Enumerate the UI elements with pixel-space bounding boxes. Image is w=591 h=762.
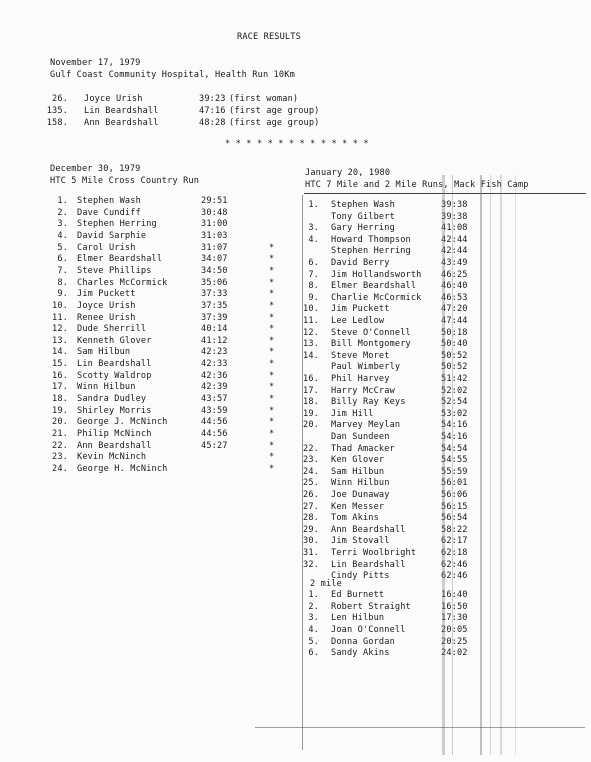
- result-place: 7.: [57, 265, 68, 276]
- result-time: 34:07: [201, 254, 228, 265]
- result-name: Jim Puckett: [77, 289, 136, 300]
- result-name: Ed Burnett: [331, 590, 385, 600]
- result-name: Lin Beardshall: [84, 106, 159, 117]
- result-name: Ann Beardshall: [331, 524, 406, 535]
- result-name: Scotty Waldrop: [77, 370, 152, 381]
- result-time: 43:57: [201, 394, 228, 405]
- result-row: [50, 288, 275, 300]
- result-place: 4.: [308, 234, 319, 245]
- result-place: 11.: [303, 316, 319, 326]
- result-mark: *: [269, 289, 275, 300]
- result-name: Winn Hilbun: [331, 478, 390, 489]
- result-row: [50, 253, 275, 265]
- result-row: [303, 466, 468, 478]
- result-row: [303, 303, 468, 315]
- result-place: 29.: [303, 524, 319, 535]
- result-row: [50, 277, 275, 289]
- result-row: [50, 218, 228, 230]
- scan-streak: [452, 175, 453, 755]
- result-name: Sam Hilbun: [331, 466, 385, 477]
- result-time: 39:38: [441, 211, 468, 222]
- result-place: 1.: [308, 200, 319, 210]
- result-row: [50, 346, 275, 358]
- result-time: 58:22: [441, 524, 468, 535]
- result-name: Billy Ray Keys: [331, 397, 406, 408]
- result-row: [50, 207, 228, 219]
- result-time: 62:46: [441, 571, 468, 582]
- result-time: 42:36: [201, 370, 228, 381]
- result-row: [303, 535, 468, 547]
- scan-streak: [480, 175, 482, 755]
- result-row: [50, 440, 275, 452]
- result-row: [305, 211, 468, 223]
- result-name: Sam Hilbun: [77, 347, 131, 358]
- result-place: 22.: [52, 440, 68, 451]
- result-place: 4.: [308, 624, 319, 635]
- result-time: 31:03: [201, 230, 228, 241]
- result-time: 52:54: [441, 397, 468, 408]
- result-row: [50, 358, 275, 370]
- result-row: [305, 431, 468, 443]
- result-time: 56:01: [441, 478, 468, 489]
- result-row: [305, 222, 468, 234]
- result-name: Winn Hilbun: [77, 382, 136, 393]
- result-row: [50, 335, 275, 347]
- result-mark: *: [269, 394, 275, 405]
- result-time: 39:38: [441, 200, 468, 210]
- result-row: [305, 257, 468, 269]
- result-mark: *: [269, 335, 275, 346]
- result-place: 5.: [308, 636, 319, 647]
- result-mark: *: [269, 254, 275, 265]
- result-name: Dave Cundiff: [77, 207, 141, 218]
- result-time: 47:16: [199, 106, 226, 117]
- result-time: 45:27: [201, 440, 228, 451]
- result-time: 50:18: [441, 327, 468, 338]
- result-time: 55:59: [441, 466, 468, 477]
- result-name: Donna Gordan: [331, 636, 395, 647]
- result-time: 54:16: [441, 420, 468, 431]
- result-row: [50, 381, 275, 393]
- result-time: 39:23: [199, 94, 226, 104]
- result-place: 158.: [46, 118, 68, 129]
- result-place: 19.: [52, 405, 68, 416]
- result-time: 52:02: [441, 385, 468, 396]
- result-time: 42:39: [201, 382, 228, 393]
- result-time: 44:56: [201, 417, 228, 428]
- result-name: Len Hilbun: [331, 613, 385, 624]
- scan-streak: [515, 175, 516, 755]
- result-place: 14.: [303, 350, 319, 361]
- result-name: Jim Puckett: [331, 304, 390, 315]
- result-row: [305, 624, 468, 636]
- result-place: 21.: [52, 429, 68, 439]
- bottom-scan-line: [255, 727, 585, 728]
- race3-name: HTC 7 Mile and 2 Mile Runs, Mack Fish Camp: [305, 180, 529, 190]
- result-row: [305, 234, 468, 246]
- left-margin-line: [302, 195, 303, 750]
- result-name: Joyce Urish: [84, 94, 143, 104]
- result-row: [303, 338, 468, 350]
- result-place: 3.: [308, 223, 319, 234]
- result-time: 17:30: [441, 613, 468, 624]
- result-note: (first age group): [229, 106, 320, 117]
- result-name: Jim Hollandsworth: [331, 269, 422, 280]
- result-place: 30.: [303, 536, 319, 547]
- result-row: [305, 570, 468, 582]
- result-name: Lee Ledlow: [331, 316, 385, 326]
- result-time: 20:25: [441, 636, 468, 647]
- result-row: [305, 245, 468, 257]
- result-name: Sandy Akins: [331, 648, 390, 659]
- result-name: Lin Beardshall: [77, 359, 152, 370]
- result-time: 42:44: [441, 234, 468, 245]
- result-row: [303, 327, 468, 339]
- result-place: 4.: [57, 230, 68, 241]
- result-time: 30:48: [201, 207, 228, 218]
- result-place: 23.: [52, 452, 68, 463]
- result-name: Renee Urish: [77, 312, 136, 323]
- result-place: 18.: [303, 397, 319, 408]
- result-mark: *: [269, 324, 275, 335]
- result-name: Tom Akins: [331, 513, 379, 524]
- result-name: Steve Phillips: [77, 265, 152, 276]
- result-row: [303, 489, 468, 501]
- result-place: 24.: [303, 466, 319, 477]
- result-name: Cindy Pitts: [331, 571, 390, 582]
- result-note: (first woman): [229, 94, 299, 104]
- result-time: 54:16: [441, 432, 468, 442]
- result-place: 13.: [303, 339, 319, 350]
- result-name: Dan Sundeen: [331, 432, 390, 442]
- result-mark: *: [269, 417, 275, 428]
- result-row: [50, 416, 275, 428]
- result-place: 17.: [52, 382, 68, 393]
- result-place: 2.: [308, 601, 319, 612]
- result-row: [305, 647, 468, 659]
- result-time: 20:05: [441, 624, 468, 635]
- result-name: Howard Thompson: [331, 234, 411, 245]
- result-place: 16.: [52, 370, 68, 381]
- result-place: 3.: [57, 219, 68, 230]
- result-place: 1.: [57, 196, 68, 206]
- result-place: 8.: [57, 277, 68, 288]
- result-time: 29:51: [201, 196, 228, 206]
- result-place: 20.: [52, 417, 68, 428]
- result-row: [46, 117, 320, 129]
- result-mark: *: [269, 452, 275, 463]
- result-row: [50, 265, 275, 277]
- result-mark: *: [269, 300, 275, 311]
- result-time: 48:28: [199, 118, 226, 129]
- result-row: [50, 195, 228, 207]
- result-time: 56:54: [441, 513, 468, 524]
- result-name: Bill Montgomery: [331, 339, 411, 350]
- result-time: 50:52: [441, 350, 468, 361]
- result-name: Carol Urish: [77, 242, 136, 253]
- result-row: [46, 105, 320, 117]
- result-place: 25.: [303, 478, 319, 489]
- result-row: [303, 454, 468, 466]
- result-name: Stephen Herring: [77, 219, 157, 230]
- result-row: [50, 323, 275, 335]
- result-time: 47:44: [441, 316, 468, 326]
- scan-streak: [442, 175, 445, 755]
- result-row: [305, 280, 468, 292]
- result-row: [50, 428, 275, 440]
- result-place: 135.: [46, 106, 68, 117]
- result-row: [303, 512, 468, 524]
- result-mark: *: [269, 265, 275, 276]
- result-time: 37:39: [201, 312, 228, 323]
- result-name: Jim Stovall: [331, 536, 390, 547]
- result-name: Jim Hill: [331, 408, 374, 419]
- result-place: 14.: [52, 347, 68, 358]
- result-place: 11.: [52, 312, 68, 323]
- result-time: 35:06: [201, 277, 228, 288]
- result-place: 6.: [57, 254, 68, 265]
- result-row: [303, 547, 468, 559]
- result-row: [303, 396, 468, 408]
- result-row: [303, 501, 468, 513]
- result-row: [303, 315, 468, 327]
- result-mark: *: [269, 463, 275, 474]
- result-name: Harry McCraw: [331, 385, 395, 396]
- result-row: [303, 373, 468, 385]
- result-name: Elmer Beardshall: [77, 254, 163, 265]
- result-mark: *: [269, 347, 275, 358]
- result-place: 17.: [303, 385, 319, 396]
- result-name: Gary Herring: [331, 223, 395, 234]
- result-row: [303, 559, 468, 571]
- result-name: Stephen Herring: [331, 246, 411, 257]
- result-row: [303, 443, 468, 455]
- result-time: 50:40: [441, 339, 468, 350]
- result-row: [50, 451, 275, 463]
- result-time: 51:42: [441, 374, 468, 384]
- result-place: 9.: [57, 289, 68, 300]
- result-place: 8.: [308, 281, 319, 292]
- result-place: 9.: [308, 292, 319, 303]
- result-time: 37:35: [201, 300, 228, 311]
- result-place: 31.: [303, 548, 319, 558]
- result-name: Joe Dunaway: [331, 490, 390, 500]
- result-time: 53:02: [441, 408, 468, 419]
- result-mark: *: [269, 440, 275, 451]
- result-name: Thad Amacker: [331, 443, 395, 454]
- result-row: [50, 300, 275, 312]
- result-name: Ken Messer: [331, 501, 385, 512]
- result-row: [305, 601, 468, 613]
- result-time: 44:56: [201, 429, 228, 439]
- result-row: [303, 419, 468, 431]
- result-name: Paul Wimberly: [331, 362, 401, 373]
- result-name: Dude Sherrill: [77, 324, 147, 335]
- result-name: Ann Beardshall: [84, 118, 159, 129]
- two-mile-heading: 2 mile: [310, 579, 342, 589]
- result-time: 62:17: [441, 536, 468, 547]
- result-name: Lin Beardshall: [331, 559, 406, 570]
- separator-stars: * * * * * * * * * * * * * *: [225, 139, 369, 149]
- result-place: 10.: [303, 304, 319, 315]
- result-name: George J. McNinch: [77, 417, 168, 428]
- result-time: 34:50: [201, 265, 228, 276]
- result-mark: *: [269, 312, 275, 323]
- result-name: Marvey Meylan: [331, 420, 401, 431]
- result-time: 42:23: [201, 347, 228, 358]
- result-name: Kevin McNinch: [77, 452, 147, 463]
- result-place: 18.: [52, 394, 68, 405]
- result-name: David Sarphie: [77, 230, 147, 241]
- result-place: 32.: [303, 559, 319, 570]
- result-place: 16.: [303, 374, 319, 384]
- result-row: [303, 350, 468, 362]
- result-mark: *: [269, 370, 275, 381]
- result-time: 46:40: [441, 281, 468, 292]
- result-place: 13.: [52, 335, 68, 346]
- result-mark: *: [269, 382, 275, 393]
- race3-date: January 20, 1980: [305, 168, 391, 178]
- result-place: 22.: [303, 443, 319, 454]
- result-row: [305, 612, 468, 624]
- result-row: [305, 636, 468, 648]
- result-name: Stephen Wash: [331, 200, 395, 210]
- result-note: (first age group): [229, 118, 320, 129]
- result-row: [303, 477, 468, 489]
- result-place: 26.: [52, 94, 68, 104]
- result-place: 12.: [303, 327, 319, 338]
- result-name: Steve Moret: [331, 350, 390, 361]
- race3-underline: [304, 193, 586, 194]
- result-time: 16:50: [441, 601, 468, 612]
- result-row: [305, 589, 468, 601]
- result-time: 56:15: [441, 501, 468, 512]
- page-title: RACE RESULTS: [237, 32, 301, 42]
- race1-date: November 17, 1979: [50, 58, 141, 68]
- result-row: [50, 230, 228, 242]
- result-name: Steve O'Connell: [331, 327, 411, 338]
- result-time: 41:12: [201, 335, 228, 346]
- result-place: 20.: [303, 420, 319, 431]
- result-name: Kenneth Glover: [77, 335, 152, 346]
- result-time: 37:33: [201, 289, 228, 300]
- result-place: 1.: [308, 590, 319, 600]
- scan-streak: [490, 175, 491, 755]
- result-row: [50, 93, 299, 105]
- result-time: 47:20: [441, 304, 468, 315]
- result-row: [50, 242, 275, 254]
- result-name: Sandra Dudley: [77, 394, 147, 405]
- result-time: 31:00: [201, 219, 228, 230]
- result-time: 41:08: [441, 223, 468, 234]
- result-mark: *: [269, 359, 275, 370]
- result-time: 54:55: [441, 455, 468, 466]
- result-name: Elmer Beardshall: [331, 281, 417, 292]
- result-place: 24.: [52, 463, 68, 474]
- result-row: [50, 405, 275, 417]
- result-name: David Berry: [331, 258, 390, 268]
- result-place: 6.: [308, 258, 319, 268]
- result-name: Joan O'Connell: [331, 624, 406, 635]
- result-time: 24:02: [441, 648, 468, 659]
- result-name: George H. McNinch: [77, 463, 168, 474]
- result-place: 2.: [57, 207, 68, 218]
- result-place: 10.: [52, 300, 68, 311]
- result-time: 43:59: [201, 405, 228, 416]
- result-time: 46:25: [441, 269, 468, 280]
- result-place: 12.: [52, 324, 68, 335]
- result-name: Stephen Wash: [77, 196, 141, 206]
- result-time: 46:53: [441, 292, 468, 303]
- result-time: 62:46: [441, 559, 468, 570]
- race2-date: December 30, 1979: [50, 164, 141, 174]
- result-time: 43:49: [441, 258, 468, 268]
- result-time: 31:07: [201, 242, 228, 253]
- result-row: [305, 199, 468, 211]
- result-row: [305, 269, 468, 281]
- result-name: Phil Harvey: [331, 374, 390, 384]
- race1-name: Gulf Coast Community Hospital, Health Run 10Km: [50, 70, 295, 80]
- result-name: Ken Glover: [331, 455, 385, 466]
- result-time: 42:33: [201, 359, 228, 370]
- result-place: 15.: [52, 359, 68, 370]
- result-time: 50:52: [441, 362, 468, 373]
- result-row: [50, 463, 275, 475]
- result-name: Shirley Morris: [77, 405, 152, 416]
- race2-name: HTC 5 Mile Cross Country Run: [50, 176, 200, 186]
- result-place: 27.: [303, 501, 319, 512]
- result-place: 28.: [303, 513, 319, 524]
- result-mark: *: [269, 277, 275, 288]
- result-mark: *: [269, 405, 275, 416]
- result-row: [303, 408, 468, 420]
- result-name: Philip McNinch: [77, 429, 152, 439]
- result-place: 5.: [57, 242, 68, 253]
- result-place: 26.: [303, 490, 319, 500]
- result-name: Ann Beardshall: [77, 440, 152, 451]
- result-row: [303, 385, 468, 397]
- result-name: Robert Straight: [331, 601, 411, 612]
- result-mark: *: [269, 242, 275, 253]
- result-mark: *: [269, 429, 275, 439]
- result-time: 16:40: [441, 590, 468, 600]
- scan-streak: [500, 175, 502, 755]
- result-name: Terri Woolbright: [331, 548, 417, 558]
- result-name: Tony Gilbert: [331, 211, 395, 222]
- result-name: Charlie McCormick: [331, 292, 422, 303]
- result-place: 3.: [308, 613, 319, 624]
- result-row: [305, 361, 468, 373]
- result-name: Joyce Urish: [77, 300, 136, 311]
- result-time: 62:18: [441, 548, 468, 558]
- result-place: 19.: [303, 408, 319, 419]
- result-row: [303, 524, 468, 536]
- result-time: 42:44: [441, 246, 468, 257]
- result-row: [50, 393, 275, 405]
- result-place: 6.: [308, 648, 319, 659]
- result-place: 7.: [308, 269, 319, 280]
- result-name: Charles McCormick: [77, 277, 168, 288]
- result-row: [305, 292, 468, 304]
- result-row: [50, 312, 275, 324]
- result-time: 56:06: [441, 490, 468, 500]
- result-time: 40:14: [201, 324, 228, 335]
- result-place: 23.: [303, 455, 319, 466]
- result-time: 54:54: [441, 443, 468, 454]
- result-row: [50, 370, 275, 382]
